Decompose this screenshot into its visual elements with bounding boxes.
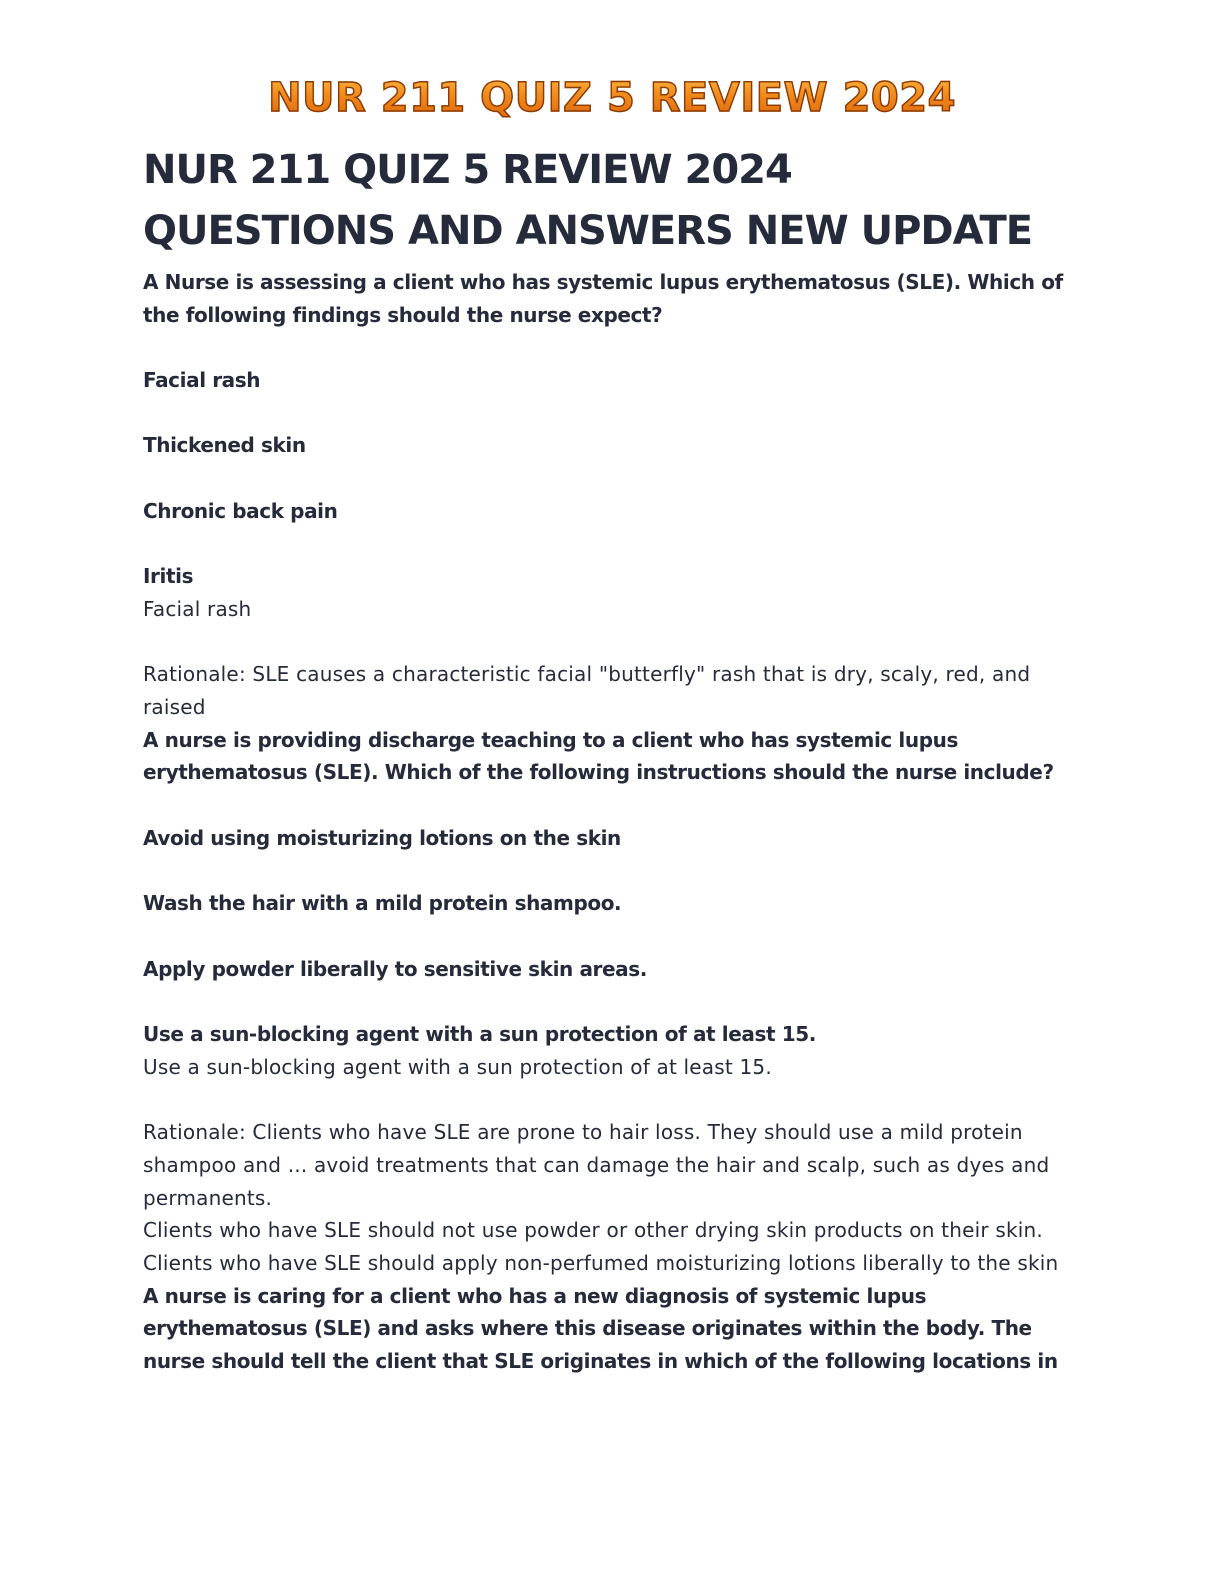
question-2: A nurse is providing discharge teaching to a client who has systemic lupus erythematosus (SLE). Which of the following instructions should the nurse include? <box>143 727 1054 785</box>
title-line-2: QUESTIONS AND ANSWERS NEW UPDATE <box>143 208 1033 254</box>
q1-option-4: Iritis <box>143 564 194 589</box>
document-title <box>143 140 1103 262</box>
q2-answer: Use a sun-blocking agent with a sun protection of at least 15. <box>143 1054 772 1079</box>
q1-option-3: Chronic back pain <box>143 498 338 523</box>
document-body <box>143 266 1083 1378</box>
q2-rationale: Rationale: Clients who have SLE are prone to hair loss. They should use a mild protein shampoo and ... avoid treatments that can damage the hair and scalp, such as dyes and permanents. <box>143 1120 1050 1210</box>
q1-option-1: Facial rash <box>143 368 261 393</box>
question-3: A nurse is caring for a client who has a new diagnosis of systemic lupus erythematosus (SLE) and asks where this disease originates within the body. The nurse should tell the client that SLE originates in which of the following locations in <box>143 1283 1058 1374</box>
header-banner: NUR 211 QUIZ 5 REVIEW 2024 <box>0 70 1224 126</box>
q2-option-1: Avoid using moisturizing lotions on the skin <box>143 825 621 850</box>
q1-answer: Facial rash <box>143 596 252 621</box>
title-line-1: NUR 211 QUIZ 5 REVIEW 2024 <box>143 147 792 193</box>
q2-option-4: Use a sun-blocking agent with a sun protection of at least 15. <box>143 1022 816 1047</box>
q1-option-2: Thickened skin <box>143 433 306 458</box>
q2-rationale-2: Clients who have SLE should not use powder or other drying skin products on their skin. Clients who have SLE should apply non-perfumed moisturizing lotions liberally to the skin <box>143 1218 1059 1275</box>
q2-option-2: Wash the hair with a mild protein shampoo. <box>143 891 622 916</box>
q2-option-3: Apply powder liberally to sensitive skin areas. <box>143 956 647 981</box>
q1-rationale: Rationale: SLE causes a characteristic facial "butterfly" rash that is dry, scaly, red, and raised <box>143 662 1031 720</box>
question-1: A Nurse is assessing a client who has systemic lupus erythematosus (SLE). Which of the following findings should the nurse expect? <box>143 270 1063 327</box>
